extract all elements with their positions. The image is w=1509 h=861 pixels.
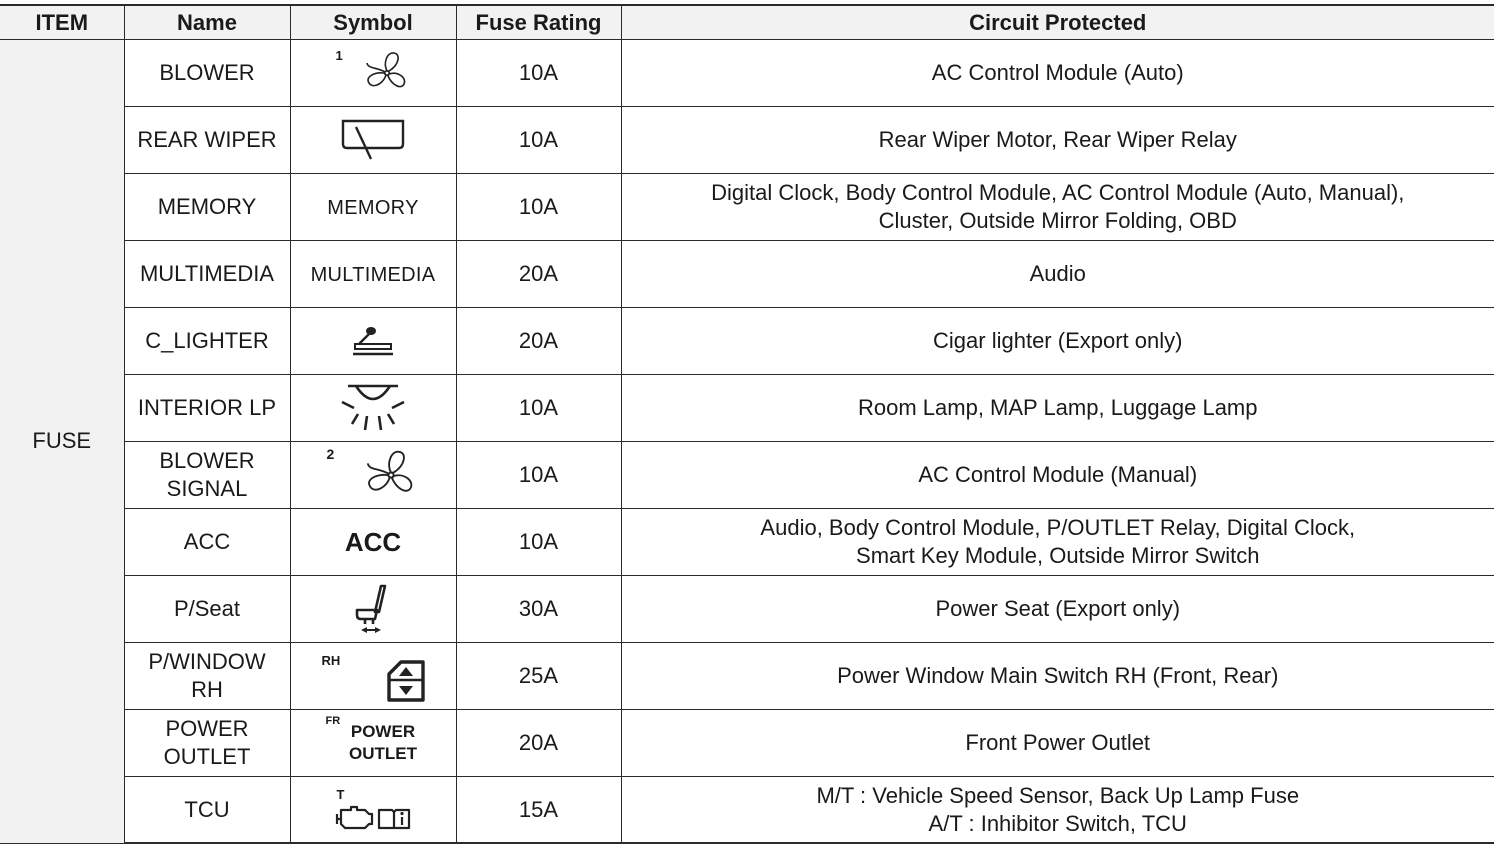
circuit-protected: Room Lamp, MAP Lamp, Luggage Lamp [621, 375, 1494, 442]
symbol-label: FR [325, 715, 341, 727]
table-row [0, 40, 1494, 107]
header-row [0, 5, 1494, 40]
fuse-name: TCU [124, 777, 290, 844]
fuse-rating: 20A [456, 308, 621, 375]
fuse-name: BLOWER SIGNAL [124, 442, 290, 509]
fuse-name: ACC [124, 509, 290, 576]
interior-lamp-icon [336, 382, 410, 434]
fuse-rating: 15A [456, 777, 621, 844]
fuse-name: C_LIGHTER [124, 308, 290, 375]
fuse-name: REAR WIPER [124, 107, 290, 174]
fuse-rating: 10A [456, 107, 621, 174]
cigar-lighter-icon [351, 324, 395, 358]
table-row [0, 308, 1494, 375]
circuit-protected: Audio, Body Control Module, P/OUTLET Relay, Digital Clock, Smart Key Module, Outside Mirror Switch [621, 509, 1494, 576]
fuse-symbol [290, 643, 456, 710]
fuse-symbol [290, 174, 456, 241]
header-circuit-protected: Circuit Protected [621, 5, 1494, 40]
header-name: Name [124, 5, 290, 40]
fuse-symbol [290, 308, 456, 375]
fuse-rating: 10A [456, 375, 621, 442]
table-row [0, 241, 1494, 308]
header-fuse-rating: Fuse Rating [456, 5, 621, 40]
table-row [0, 576, 1494, 643]
circuit-protected: Digital Clock, Body Control Module, AC Control Module (Auto, Manual), Cluster, Outside Mirror Folding, OBD [621, 174, 1494, 241]
table-row [0, 375, 1494, 442]
fan-icon [362, 48, 412, 98]
fuse-rating: 20A [456, 241, 621, 308]
fuse-table [0, 4, 1494, 844]
symbol-label: T [336, 787, 345, 802]
fuse-symbol [290, 107, 456, 174]
fuse-rating: 10A [456, 509, 621, 576]
fuse-symbol [290, 442, 456, 509]
circuit-protected: Power Seat (Export only) [621, 576, 1494, 643]
fuse-symbol [290, 777, 456, 844]
table-row [0, 777, 1494, 844]
symbol-text: ACC [344, 526, 402, 557]
circuit-protected: Cigar lighter (Export only) [621, 308, 1494, 375]
header-item: ITEM [0, 5, 124, 40]
table-row [0, 442, 1494, 509]
rear-wiper-icon [340, 117, 406, 163]
fuse-name: MEMORY [124, 174, 290, 241]
engine-manual-icon [335, 802, 411, 832]
fuse-rating: 10A [456, 174, 621, 241]
circuit-protected: AC Control Module (Auto) [621, 40, 1494, 107]
fuse-name: P/Seat [124, 576, 290, 643]
fuse-symbol [290, 509, 456, 576]
header-symbol: Symbol [290, 5, 456, 40]
table-row [0, 643, 1494, 710]
power-seat-icon [351, 582, 395, 636]
item-fuse: FUSE [0, 40, 124, 844]
fuse-symbol [290, 576, 456, 643]
circuit-protected: Rear Wiper Motor, Rear Wiper Relay [621, 107, 1494, 174]
table-row [0, 509, 1494, 576]
power-window-icon [385, 658, 427, 704]
circuit-protected: AC Control Module (Manual) [621, 442, 1494, 509]
fuse-name: INTERIOR LP [124, 375, 290, 442]
fuse-rating: 20A [456, 710, 621, 777]
fuse-symbol [290, 40, 456, 107]
symbol-label: 1 [335, 48, 343, 63]
table-row [0, 107, 1494, 174]
symbol-text: MEMORY [327, 197, 419, 219]
symbol-label: RH [321, 653, 341, 668]
fuse-name: POWER OUTLET [124, 710, 290, 777]
fuse-symbol [290, 375, 456, 442]
circuit-protected: M/T : Vehicle Speed Sensor, Back Up Lamp Fuse A/T : Inhibitor Switch, TCU [621, 777, 1494, 844]
fuse-name: BLOWER [124, 40, 290, 107]
table-row [0, 174, 1494, 241]
symbol-label: 2 [326, 446, 335, 462]
fuse-rating: 10A [456, 40, 621, 107]
fuse-rating: 25A [456, 643, 621, 710]
circuit-protected: Audio [621, 241, 1494, 308]
fan-icon [361, 446, 421, 504]
fuse-name: MULTIMEDIA [124, 241, 290, 308]
circuit-protected: Front Power Outlet [621, 710, 1494, 777]
fuse-rating: 10A [456, 442, 621, 509]
fuse-symbol [290, 710, 456, 777]
table-row [0, 710, 1494, 777]
circuit-protected: Power Window Main Switch RH (Front, Rear) [621, 643, 1494, 710]
symbol-text: POWER OUTLET [349, 722, 417, 763]
symbol-text: MULTIMEDIA [310, 264, 436, 286]
fuse-symbol [290, 241, 456, 308]
fuse-name: P/WINDOW RH [124, 643, 290, 710]
fuse-rating: 30A [456, 576, 621, 643]
